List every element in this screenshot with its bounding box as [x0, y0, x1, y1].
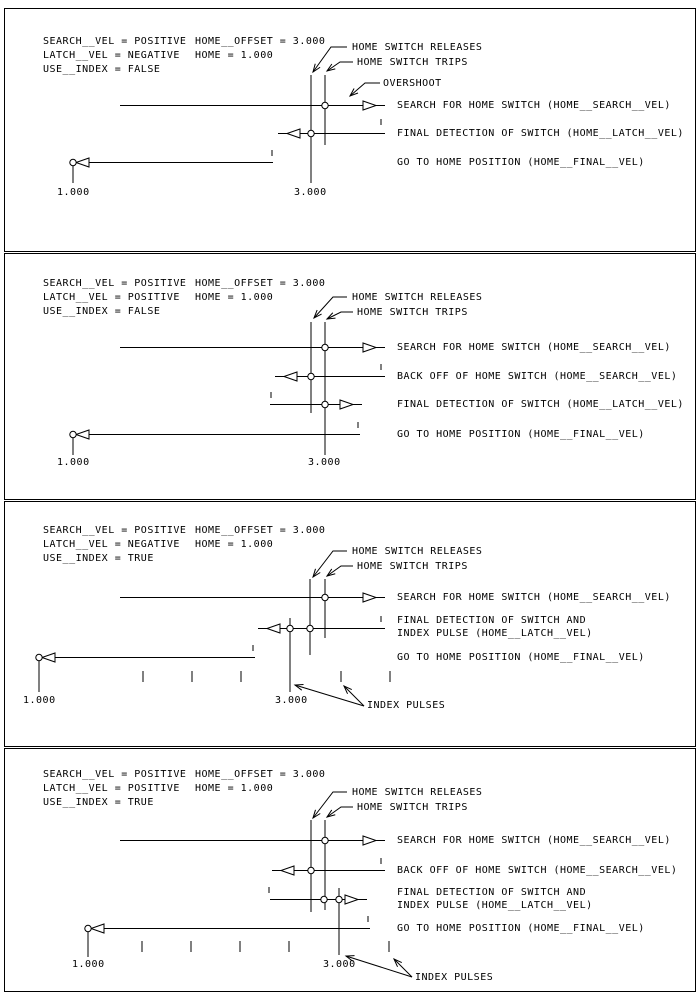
- param-home: HOME = 1.000: [195, 783, 274, 794]
- panel-2-art: [70, 297, 385, 455]
- param-home-offset: HOME__OFFSET = 3.000: [195, 36, 326, 47]
- param-use-index: USE__INDEX = FALSE: [43, 306, 161, 317]
- callout-switch-trips: HOME SWITCH TRIPS: [357, 561, 468, 572]
- axis-label-home: 1.000: [57, 187, 90, 198]
- index-pulses-label: INDEX PULSES: [415, 972, 494, 983]
- step-label: FINAL DETECTION OF SWITCH (HOME__LATCH__VEL): [397, 399, 684, 410]
- param-use-index: USE__INDEX = TRUE: [43, 797, 154, 808]
- step-label: BACK OFF OF HOME SWITCH (HOME__SEARCH__VEL): [397, 865, 678, 876]
- param-search-vel: SEARCH__VEL = POSITIVE: [43, 36, 187, 47]
- axis-label-offset: 3.000: [294, 187, 327, 198]
- axis-label-offset: 3.000: [308, 457, 341, 468]
- param-home: HOME = 1.000: [195, 292, 274, 303]
- index-pulses-label: INDEX PULSES: [367, 700, 446, 711]
- param-use-index: USE__INDEX = TRUE: [43, 553, 154, 564]
- callout-switch-releases: HOME SWITCH RELEASES: [352, 42, 483, 53]
- step-label: GO TO HOME POSITION (HOME__FINAL__VEL): [397, 923, 645, 934]
- callout-switch-releases: HOME SWITCH RELEASES: [352, 546, 483, 557]
- axis-label-offset: 3.000: [275, 695, 308, 706]
- callout-switch-trips: HOME SWITCH TRIPS: [357, 307, 468, 318]
- step-label: GO TO HOME POSITION (HOME__FINAL__VEL): [397, 157, 645, 168]
- callout-switch-trips: HOME SWITCH TRIPS: [357, 802, 468, 813]
- axis-label-home: 1.000: [72, 959, 105, 970]
- param-search-vel: SEARCH__VEL = POSITIVE: [43, 769, 187, 780]
- param-search-vel: SEARCH__VEL = POSITIVE: [43, 525, 187, 536]
- step-label: FINAL DETECTION OF SWITCH AND: [397, 615, 587, 626]
- step-label: GO TO HOME POSITION (HOME__FINAL__VEL): [397, 429, 645, 440]
- param-home-offset: HOME__OFFSET = 3.000: [195, 769, 326, 780]
- param-latch-vel: LATCH__VEL = NEGATIVE: [43, 539, 180, 550]
- axis-label-home: 1.000: [23, 695, 56, 706]
- panel-3-art: [36, 551, 390, 706]
- param-latch-vel: LATCH__VEL = NEGATIVE: [43, 50, 180, 61]
- param-home: HOME = 1.000: [195, 50, 274, 61]
- param-latch-vel: LATCH__VEL = POSITIVE: [43, 292, 180, 303]
- param-latch-vel: LATCH__VEL = POSITIVE: [43, 783, 180, 794]
- step-label: SEARCH FOR HOME SWITCH (HOME__SEARCH__VEL): [397, 342, 671, 353]
- param-home: HOME = 1.000: [195, 539, 274, 550]
- step-label: SEARCH FOR HOME SWITCH (HOME__SEARCH__VEL): [397, 100, 671, 111]
- step-label: FINAL DETECTION OF SWITCH AND: [397, 887, 587, 898]
- callout-switch-trips: HOME SWITCH TRIPS: [357, 57, 468, 68]
- step-label: SEARCH FOR HOME SWITCH (HOME__SEARCH__VEL): [397, 592, 671, 603]
- param-search-vel: SEARCH__VEL = POSITIVE: [43, 278, 187, 289]
- callout-switch-releases: HOME SWITCH RELEASES: [352, 292, 483, 303]
- step-label: BACK OFF OF HOME SWITCH (HOME__SEARCH__VEL): [397, 371, 678, 382]
- callout-switch-releases: HOME SWITCH RELEASES: [352, 787, 483, 798]
- axis-label-home: 1.000: [57, 457, 90, 468]
- panel-4-art: [85, 792, 412, 977]
- step-label: GO TO HOME POSITION (HOME__FINAL__VEL): [397, 652, 645, 663]
- step-label: INDEX PULSE (HOME__LATCH__VEL): [397, 628, 593, 639]
- step-label: SEARCH FOR HOME SWITCH (HOME__SEARCH__VEL): [397, 835, 671, 846]
- param-use-index: USE__INDEX = FALSE: [43, 64, 161, 75]
- param-home-offset: HOME__OFFSET = 3.000: [195, 525, 326, 536]
- callout-overshoot: OVERSHOOT: [383, 78, 442, 89]
- step-label: INDEX PULSE (HOME__LATCH__VEL): [397, 900, 593, 911]
- step-label: FINAL DETECTION OF SWITCH (HOME__LATCH__VEL): [397, 128, 684, 139]
- axis-label-offset: 3.000: [323, 959, 356, 970]
- param-home-offset: HOME__OFFSET = 3.000: [195, 278, 326, 289]
